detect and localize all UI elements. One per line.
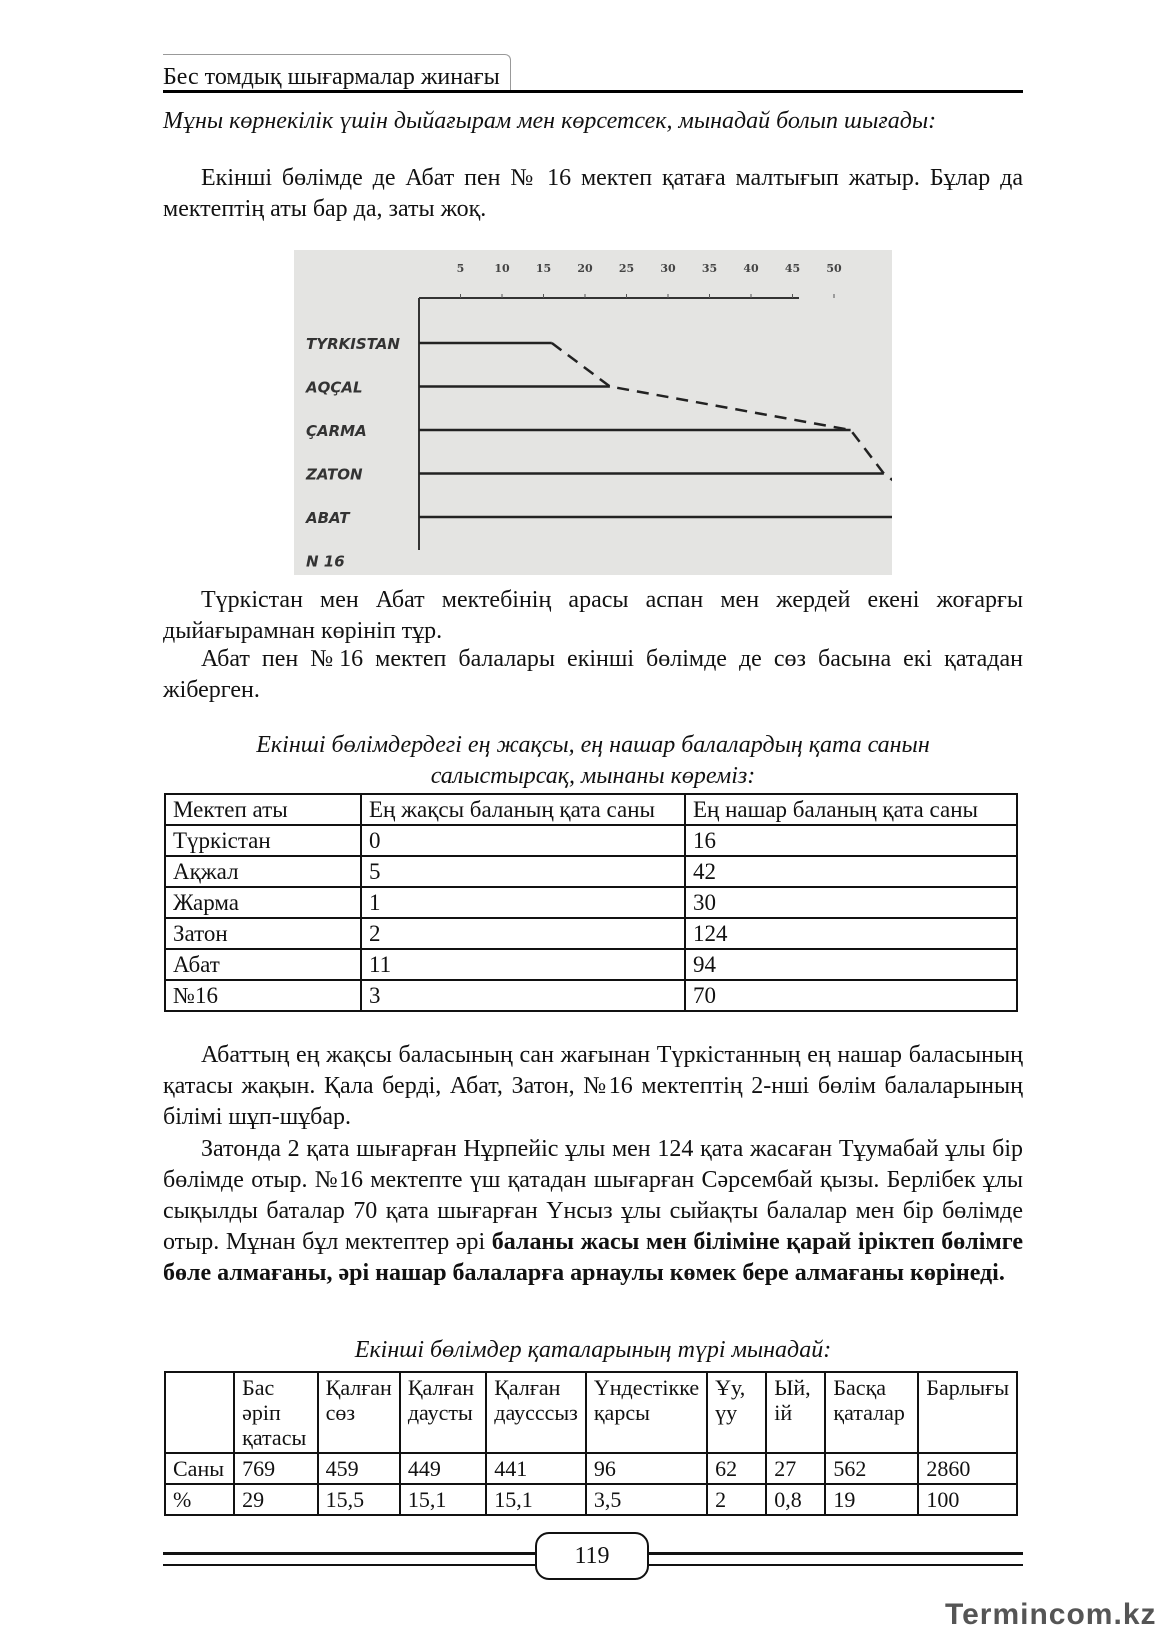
paragraph-5 <box>163 1134 1023 1289</box>
x-tick-label: 50 <box>826 262 842 275</box>
table-cell: 15,5 <box>318 1484 400 1515</box>
table-cell: 29 <box>234 1484 318 1515</box>
table-cell: 769 <box>234 1453 318 1484</box>
table-cell: 1 <box>361 887 685 918</box>
page-number: 119 <box>535 1532 649 1580</box>
category-label: ÇARMA <box>306 422 367 440</box>
diagram-svg <box>294 250 892 575</box>
table-cell: Түркістан <box>165 825 361 856</box>
table-header-cell: Ұу, үу <box>707 1372 766 1453</box>
site-watermark: Termincom.kz <box>945 1598 1157 1631</box>
table-1 <box>164 793 1018 1012</box>
table-header-cell: Басқа қаталар <box>825 1372 918 1453</box>
paragraph-5-bold: баланы жасы мен біліміне қарай іріктеп бөлімге бөле алмағаны, әрі нашар балаларға арнаулы көмек бере алмағаны көрінеді. <box>163 1229 1023 1286</box>
table-row <box>165 918 1017 949</box>
x-tick-label: 40 <box>743 262 759 275</box>
category-label: ABAT <box>306 509 350 527</box>
x-tick-label: 35 <box>701 262 718 275</box>
paragraph-2: Түркістан мен Абат мектебінің арасы аспан мен жердей екені жоғарғы дыйағырамнан көрініп тұр. <box>163 587 1023 644</box>
x-tick-label: 15 <box>535 262 552 275</box>
table-header-cell: Мектеп аты <box>165 794 361 825</box>
table-header-cell: Ый, ій <box>766 1372 825 1453</box>
running-header <box>163 54 1023 94</box>
table-cell: 449 <box>400 1453 486 1484</box>
x-tick-label: 45 <box>784 262 801 275</box>
paragraph-5-text: Затонда 2 қата шығарған Нұрпейіс ұлы мен 124 қата жасаған Тұумабай ұлы бір бөлімде отыр. №16 мектепте үш қатадан шығарған Сәрсембай қызы. Берлібек ұлы сықылды баталар 70 қата шығарған Үнсыз ұлы сыйақты балалар мен бір бөлімде отыр. Мұнан бұл мектептер әрі <box>163 1136 1023 1255</box>
table-2 <box>164 1371 1018 1516</box>
x-tick-label: 5 <box>456 262 465 275</box>
table1-caption: Екінші бөлімдердегі ең жақсы, ең нашар балалардың қата санын салыстырсақ, мынаны көреміз: <box>256 732 930 789</box>
table-cell: 15,1 <box>486 1484 586 1515</box>
table-cell: 42 <box>685 856 1017 887</box>
table-cell: 94 <box>685 949 1017 980</box>
category-label: N 16 <box>306 552 345 571</box>
intro-line: Мұны көрнекілік үшін дыйағырам мен көрсетсек, мынадай болып шығады: <box>163 108 937 134</box>
paragraph-3: Абат пен №16 мектеп балалары екінші бөлімде де сөз басына екі қатадан жіберген. <box>163 646 1023 703</box>
table-cell: Жарма <box>165 887 361 918</box>
category-label: AQÇAL <box>306 378 363 397</box>
table-cell: Затон <box>165 918 361 949</box>
table-cell: 11 <box>361 949 685 980</box>
table-cell: 30 <box>685 887 1017 918</box>
table-header-cell: Бас әріп қатасы <box>234 1372 318 1453</box>
table-cell: 0 <box>361 825 685 856</box>
table-cell: 459 <box>318 1453 400 1484</box>
table-cell: 5 <box>361 856 685 887</box>
table-cell: 19 <box>825 1484 918 1515</box>
x-tick-label: 30 <box>660 262 676 275</box>
table-cell: 0,8 <box>766 1484 825 1515</box>
category-label: TYRKISTAN <box>306 335 400 353</box>
table-cell: 2 <box>361 918 685 949</box>
table-header-cell: Қалған даусссыз <box>486 1372 586 1453</box>
table-header-cell: Үндестікке қарсы <box>586 1372 707 1453</box>
paragraph-4: Абаттың ең жақсы баласының сан жағынан Түркістанның ең нашар баласының қатасы жақын. Қала берді, Абат, Затон, №16 мектептің 2-нші бөлім балаларының білімі шұп-шұбар. <box>163 1042 1023 1130</box>
table-row <box>165 1453 1017 1484</box>
category-label: ZATON <box>306 465 363 484</box>
table-row <box>165 887 1017 918</box>
table-row <box>165 825 1017 856</box>
table-cell: 15,1 <box>400 1484 486 1515</box>
table-cell: 124 <box>685 918 1017 949</box>
table-cell: 2860 <box>918 1453 1017 1484</box>
table-cell: 100 <box>918 1484 1017 1515</box>
table-cell: Ақжал <box>165 856 361 887</box>
table-header-cell: Ең нашар баланың қата саны <box>685 794 1017 825</box>
table-cell: 441 <box>486 1453 586 1484</box>
table-header-cell: Ең жақсы баланың қата саны <box>361 794 685 825</box>
table-cell: 96 <box>586 1453 707 1484</box>
table-header-row <box>165 794 1017 825</box>
table-header-cell: Қалған даусты <box>400 1372 486 1453</box>
table-row <box>165 1484 1017 1515</box>
table-cell: 3,5 <box>586 1484 707 1515</box>
table-cell: 3 <box>361 980 685 1011</box>
table-header-cell: Қалған сөз <box>318 1372 400 1453</box>
diagram-figure <box>294 250 892 575</box>
x-tick-label: 25 <box>618 262 635 275</box>
table-header-cell <box>165 1372 234 1453</box>
table-cell: 2 <box>707 1484 766 1515</box>
paragraph-1: Екінші бөлімде де Абат пен № 16 мектеп қатаға малтығып жатыр. Бұлар да мектептің аты бар да, заты жоқ. <box>163 165 1023 222</box>
table-cell: 27 <box>766 1453 825 1484</box>
table-row <box>165 856 1017 887</box>
table-cell: 62 <box>707 1453 766 1484</box>
table2-caption: Екінші бөлімдер қаталарының түрі мынадай: <box>354 1337 832 1363</box>
series-dashed-line <box>552 343 892 561</box>
table-header-row <box>165 1372 1017 1453</box>
header-title: Бес томдық шығармалар жинағы <box>163 54 511 91</box>
table-row <box>165 980 1017 1011</box>
table-cell: 562 <box>825 1453 918 1484</box>
table-cell: % <box>165 1484 234 1515</box>
page-footer <box>163 1532 1023 1580</box>
table-cell: Саны <box>165 1453 234 1484</box>
table-header-cell: Барлығы <box>918 1372 1017 1453</box>
table-cell: №16 <box>165 980 361 1011</box>
x-tick-label: 10 <box>494 262 510 275</box>
table-cell: Абат <box>165 949 361 980</box>
header-rule <box>163 90 1023 93</box>
table-cell: 70 <box>685 980 1017 1011</box>
x-tick-label: 20 <box>577 262 593 275</box>
table-row <box>165 949 1017 980</box>
table-cell: 16 <box>685 825 1017 856</box>
